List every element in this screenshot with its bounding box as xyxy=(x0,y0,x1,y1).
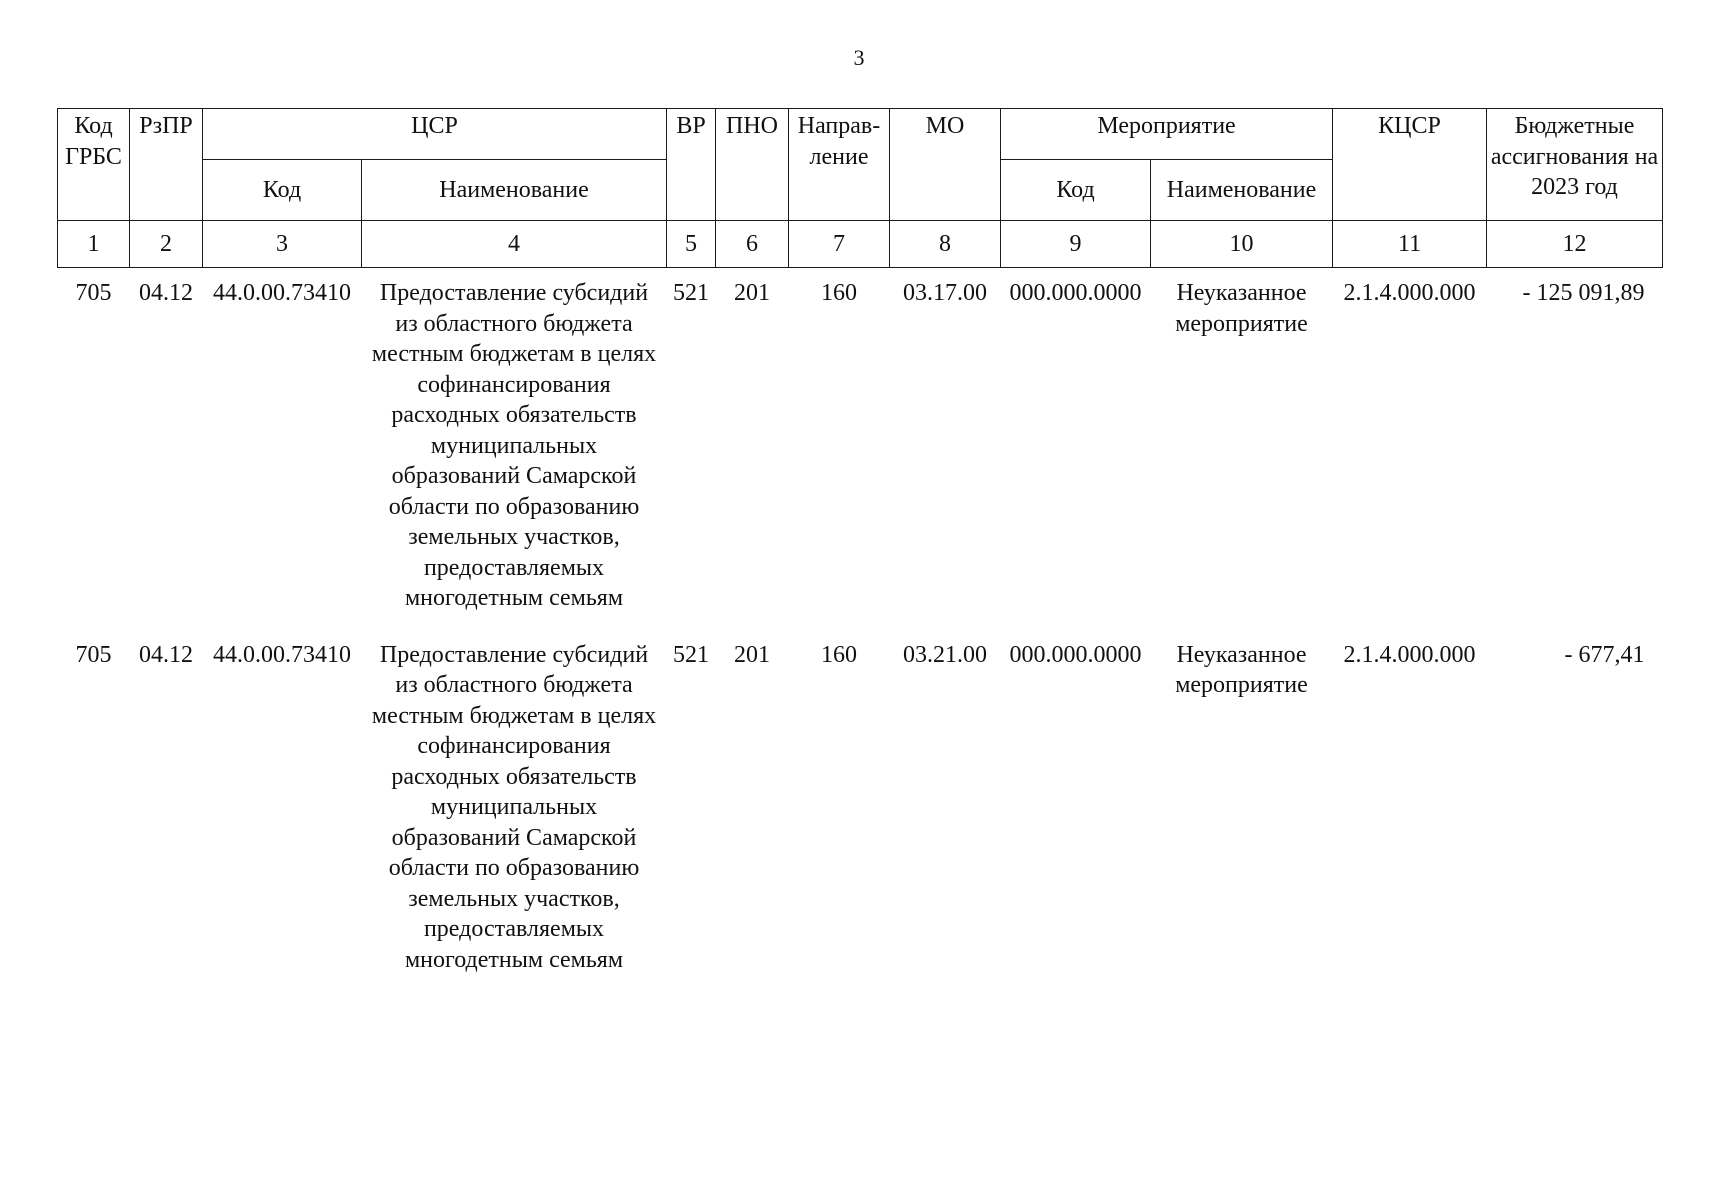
header-grbs: Код ГРБС xyxy=(58,109,130,221)
cell-rzpr: 04.12 xyxy=(139,280,193,306)
header-csr-code: Код xyxy=(203,160,362,221)
budget-table xyxy=(57,108,1663,993)
cell-pno: 201 xyxy=(734,280,770,306)
cell-csr-name: Предоставление субсидий из областного бюджета местным бюджетам в целях софинансирования расходных обязательств муниципальных образований Самарской области по образованию земельных участков, предоставляемых многодетным семьям xyxy=(371,641,657,973)
header-event-name: Наименование xyxy=(1151,160,1333,221)
column-number: 2 xyxy=(130,221,203,268)
table-body xyxy=(58,268,1663,994)
page-number: 3 xyxy=(853,45,865,70)
cell-grbs: 705 xyxy=(75,641,112,668)
cell-mo: 03.17.00 xyxy=(903,280,987,306)
column-number: 4 xyxy=(362,221,667,268)
column-number: 11 xyxy=(1333,221,1487,268)
header-event: Мероприятие xyxy=(1001,109,1333,160)
table-header xyxy=(58,109,1663,268)
cell-pno: 201 xyxy=(734,641,770,668)
cell-grbs: 705 xyxy=(75,280,112,306)
header-budget: Бюджетные ассигнования на 2023 год xyxy=(1487,109,1663,221)
column-number: 7 xyxy=(789,221,890,268)
cell-direction: 160 xyxy=(821,641,857,668)
cell-csr-code: 44.0.00.73410 xyxy=(213,641,351,668)
column-numbers-row xyxy=(58,221,1663,268)
column-number: 6 xyxy=(716,221,789,268)
header-mo: МО xyxy=(890,109,1001,221)
column-number: 5 xyxy=(667,221,716,268)
cell-amount: - 677,41 xyxy=(1564,641,1645,668)
cell-event-code: 000.000.0000 xyxy=(1009,280,1142,306)
cell-mo: 03.21.00 xyxy=(903,641,987,668)
cell-direction: 160 xyxy=(821,280,857,306)
column-number: 12 xyxy=(1487,221,1663,268)
column-number: 8 xyxy=(890,221,1001,268)
column-number: 9 xyxy=(1001,221,1151,268)
cell-csr-name: Предоставление субсидий из областного бюджета местным бюджетам в целях софинансирования расходных обязательств муниципальных образований Самарской области по образованию земельных участков, предоставляемых многодетным семьям xyxy=(371,280,657,611)
column-number: 1 xyxy=(58,221,130,268)
header-csr-name: Наименование xyxy=(362,160,667,221)
cell-event-code: 000.000.0000 xyxy=(1009,641,1142,668)
table-row xyxy=(58,268,1663,632)
column-number: 3 xyxy=(203,221,362,268)
header-pno: ПНО xyxy=(716,109,789,221)
cell-vr: 521 xyxy=(673,641,709,668)
header-vr: ВР xyxy=(667,109,716,221)
cell-kcsr: 2.1.4.000.000 xyxy=(1343,641,1476,668)
header-event-code: Код xyxy=(1001,160,1151,221)
header-direction: Направ-ление xyxy=(789,109,890,221)
cell-csr-code: 44.0.00.73410 xyxy=(213,280,351,306)
header-csr: ЦСР xyxy=(203,109,667,160)
cell-event-name: Неуказанное мероприятие xyxy=(1175,280,1308,337)
header-rzpr: РзПР xyxy=(130,109,203,221)
cell-vr: 521 xyxy=(673,280,709,306)
column-number: 10 xyxy=(1151,221,1333,268)
header-kcsr: КЦСР xyxy=(1333,109,1487,221)
cell-kcsr: 2.1.4.000.000 xyxy=(1343,280,1476,306)
cell-rzpr: 04.12 xyxy=(139,641,193,668)
cell-amount: - 125 091,89 xyxy=(1522,280,1645,306)
cell-event-name: Неуказанное мероприятие xyxy=(1175,641,1308,698)
table-row xyxy=(58,632,1663,994)
